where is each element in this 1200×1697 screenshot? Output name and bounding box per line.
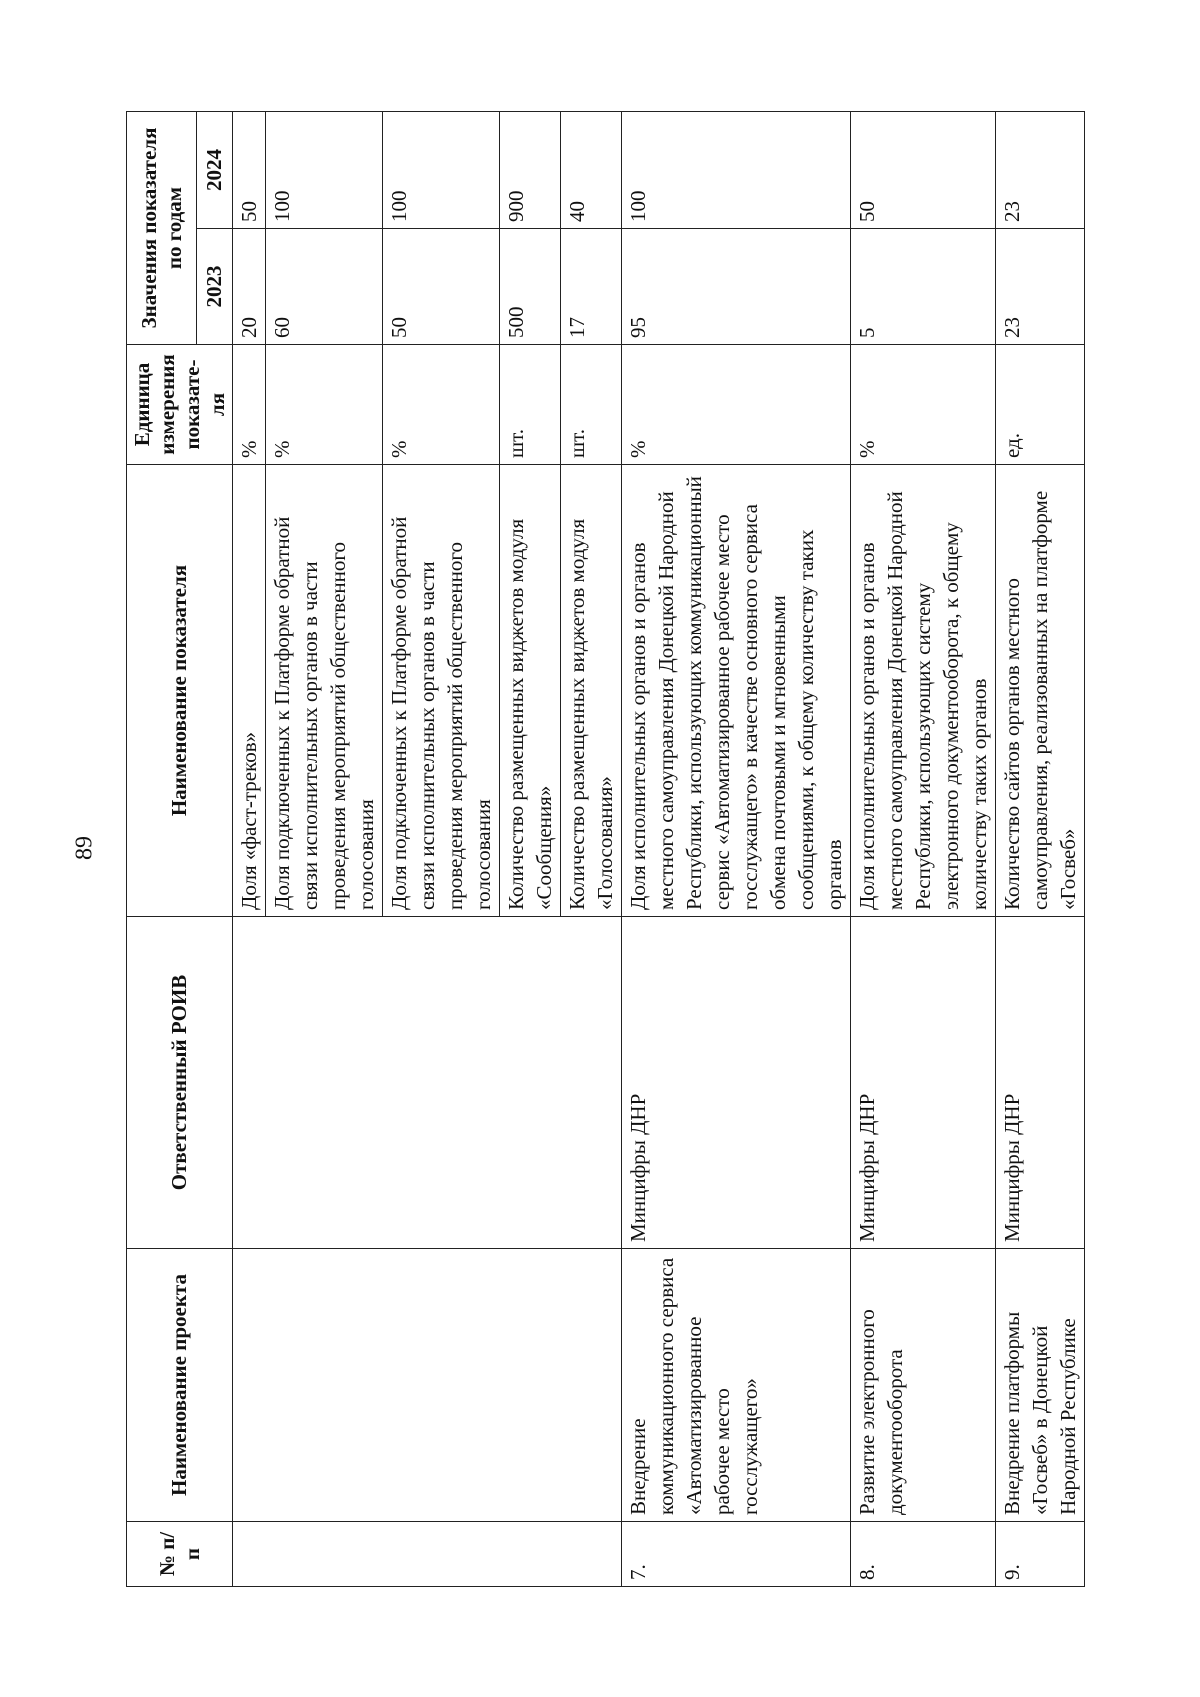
cont-roiv-cell xyxy=(233,917,622,1249)
table-row xyxy=(233,112,266,1587)
value-2023-cell: 23 xyxy=(996,229,1085,345)
indicator-table xyxy=(126,111,1085,1587)
value-2024-cell: 23 xyxy=(996,112,1085,229)
indicator-cell: Доля исполнительных органов и органов местного самоуправления Донецкой Народной Республики, использующих систему электронного документооборота, к общему количеству таких органов xyxy=(851,465,996,917)
roiv-cell: Минцифры ДНР xyxy=(622,917,851,1249)
page-number: 89 xyxy=(71,836,98,860)
header-year-2024: 2024 xyxy=(197,112,233,229)
table-row xyxy=(996,112,1085,1587)
row-num-cell: 8. xyxy=(851,1522,996,1587)
unit-cell: ед. xyxy=(996,345,1085,465)
indicator-cell: Доля исполнительных органов и органов местного самоуправления Донецкой Народной Республики, использующих коммуникационный сервис «Автоматизированное рабочее место госслужащего» в качестве основного сервиса обмена почтовыми и мгновенными сообщениями, к общему количеству таких органов xyxy=(622,465,851,917)
project-cell: Развитие электронного документооборота xyxy=(851,1249,996,1522)
project-cell: Внедрение коммуникационного сервиса «Автоматизированное рабочее место госслужащего» xyxy=(622,1249,851,1522)
unit-cell: % xyxy=(266,345,383,465)
value-2024-cell: 100 xyxy=(622,112,851,229)
row-num-cell: 9. xyxy=(996,1522,1085,1587)
header-roiv: Ответственный РОИВ xyxy=(127,917,233,1249)
table-row xyxy=(851,112,996,1587)
indicator-cell: Доля подключенных к Платформе обратной связи исполнительных органов в части проведения мероприятий общественного голосования xyxy=(266,465,383,917)
value-2024-cell: 900 xyxy=(500,112,561,229)
value-2024-cell: 50 xyxy=(851,112,996,229)
unit-cell: % xyxy=(233,345,266,465)
value-2023-cell: 5 xyxy=(851,229,996,345)
header-unit: Единица измерения показате-ля xyxy=(127,345,233,465)
value-2023-cell: 50 xyxy=(383,229,500,345)
value-2024-cell: 100 xyxy=(383,112,500,229)
cont-num-cell xyxy=(233,1522,622,1587)
unit-cell: % xyxy=(383,345,500,465)
unit-cell: шт. xyxy=(561,345,622,465)
header-year-2023: 2023 xyxy=(197,229,233,345)
value-2024-cell: 100 xyxy=(266,112,383,229)
value-2023-cell: 95 xyxy=(622,229,851,345)
indicator-cell: Доля «фаст-треков» xyxy=(233,465,266,917)
roiv-cell: Минцифры ДНР xyxy=(851,917,996,1249)
indicator-cell: Количество размещенных виджетов модуля «Сообщения» xyxy=(500,465,561,917)
value-2024-cell: 40 xyxy=(561,112,622,229)
cont-project-cell xyxy=(233,1249,622,1522)
roiv-cell: Минцифры ДНР xyxy=(996,917,1085,1249)
value-2024-cell: 50 xyxy=(233,112,266,229)
value-2023-cell: 60 xyxy=(266,229,383,345)
header-num: № п/п xyxy=(127,1522,233,1587)
value-2023-cell: 17 xyxy=(561,229,622,345)
unit-cell: % xyxy=(622,345,851,465)
unit-cell: % xyxy=(851,345,996,465)
table-row xyxy=(622,112,851,1587)
unit-cell: шт. xyxy=(500,345,561,465)
header-indicator: Наименование показателя xyxy=(127,465,233,917)
value-2023-cell: 500 xyxy=(500,229,561,345)
header-values: Значения показателя по годам xyxy=(127,112,197,345)
value-2023-cell: 20 xyxy=(233,229,266,345)
indicator-cell: Доля подключенных к Платформе обратной связи исполнительных органов в части проведения мероприятий общественного голосования xyxy=(383,465,500,917)
row-num-cell: 7. xyxy=(622,1522,851,1587)
indicator-cell: Количество размещенных виджетов модуля «Голосования» xyxy=(561,465,622,917)
project-cell: Внедрение платформы «Госвеб» в Донецкой Народной Республике xyxy=(996,1249,1085,1522)
header-project: Наименование проекта xyxy=(127,1249,233,1522)
rotated-table-container xyxy=(126,112,1080,1587)
indicator-cell: Количество сайтов органов местного самоуправления, реализованных на платформе «Госвеб» xyxy=(996,465,1085,917)
